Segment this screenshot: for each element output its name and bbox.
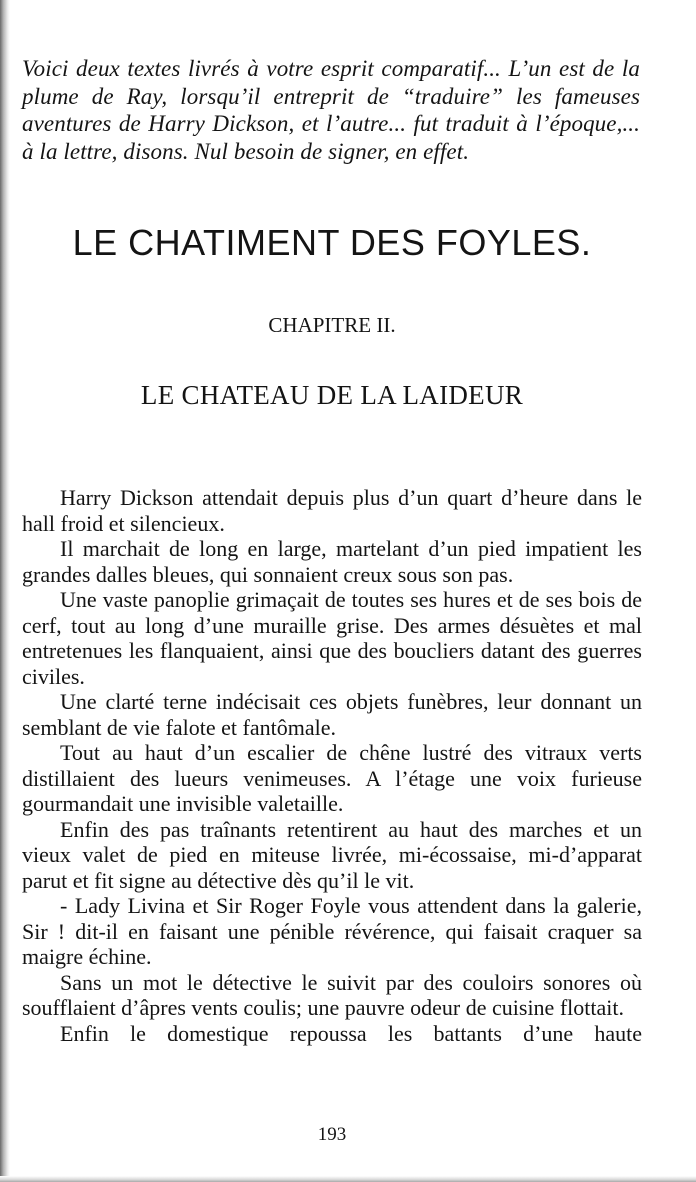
chapter-number: CHAPITRE II. bbox=[268, 313, 396, 337]
story-body bbox=[22, 485, 642, 1046]
body-paragraph: Une vaste panoplie grimaçait de toutes ses hures et de ses bois de cerf, tout au long d’une muraille grise. Des armes désuètes et mal entretenues les flanquaient, ainsi que des boucliers datant des guerres civiles. bbox=[22, 587, 642, 689]
page-bottom-edge bbox=[0, 1176, 696, 1182]
editorial-introduction bbox=[22, 55, 640, 165]
story-title: LE CHATIMENT DES FOYLES. bbox=[72, 222, 592, 263]
body-paragraph: Enfin des pas traînants retentirent au haut des marches et un vieux valet de pied en miteuse livrée, mi-écossaise, mi-d’apparat parut et fit signe au détective dès qu’il le vit. bbox=[22, 816, 642, 893]
body-paragraph: Tout au haut d’un escalier de chêne lustré des vitraux verts distillaient des lueurs venimeuses. A l’étage une voix furieuse gourmandait une invisible valetaille. bbox=[22, 740, 642, 816]
body-paragraph: Harry Dickson attendait depuis plus d’un quart d’heure dans le hall froid et silencieux. bbox=[22, 485, 642, 536]
binding-gutter-shadow bbox=[0, 0, 10, 1182]
intro-paragraph: Voici deux textes livrés à votre esprit comparatif... L’un est de la plume de Ray, lorsqu’il entreprit de “traduire” les fameuses aventures de Harry Dickson, et l’autre... fut traduit à l’époque,... à la lettre, disons. Nul besoin de signer, en effet. bbox=[22, 56, 640, 164]
body-paragraph: - Lady Livina et Sir Roger Foyle vous attendent dans la galerie, Sir ! dit-il en faisant une pénible révérence, qui faisait craquer sa maigre échine. bbox=[22, 893, 642, 969]
body-paragraph: Une clarté terne indécisait ces objets funèbres, leur donnant un semblant de vie falote et fantômale. bbox=[22, 689, 642, 740]
body-paragraph: Il marchait de long en large, martelant d’un pied impatient les grandes dalles bleues, qui sonnaient creux sous son pas. bbox=[22, 536, 642, 587]
page-number: 193 bbox=[317, 1124, 347, 1145]
body-paragraph: Sans un mot le détective le suivit par des couloirs sonores où soufflaient d’âpres vents coulis; une pauvre odeur de cuisine flottait. bbox=[22, 969, 642, 1020]
chapter-title: LE CHATEAU DE LA LAIDEUR bbox=[140, 380, 524, 410]
body-paragraph: Enfin le domestique repoussa les battants d’une haute bbox=[60, 1020, 642, 1046]
